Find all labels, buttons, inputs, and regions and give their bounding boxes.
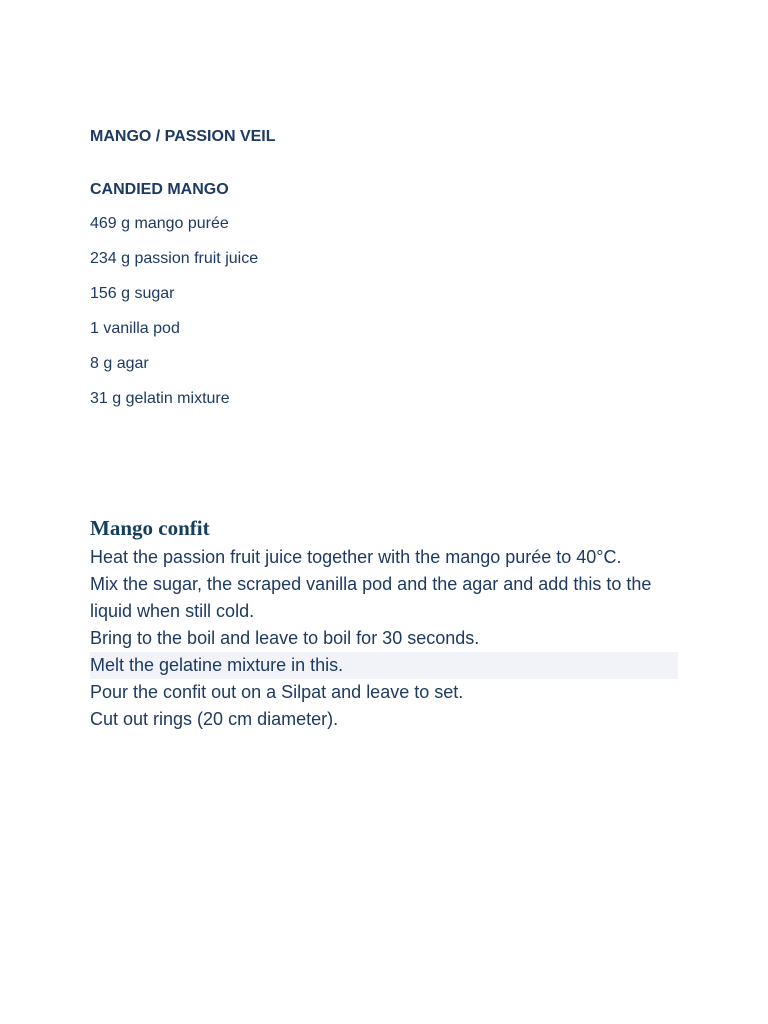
ingredient-item: 469 g mango purée [90, 215, 229, 232]
ingredient-item: 156 g sugar [90, 285, 175, 302]
method-title: Mango confit [90, 516, 210, 540]
section-title: CANDIED MANGO [90, 181, 229, 198]
method-step: Heat the passion fruit juice together with the mango purée to 40°C. [90, 547, 622, 567]
method-step-highlighted: Melt the gelatine mixture in this. [90, 652, 678, 679]
recipe-title: MANGO / PASSION VEIL [90, 128, 276, 145]
method-step: Pour the confit out on a Silpat and leave to set. [90, 682, 464, 702]
method-step: Mix the sugar, the scraped vanilla pod and the agar and add this to the liquid when still cold. [90, 574, 652, 621]
method-step: Bring to the boil and leave to boil for 30 seconds. [90, 628, 480, 648]
ingredient-list [90, 214, 258, 424]
ingredient-item: 31 g gelatin mixture [90, 390, 230, 407]
ingredient-item: 234 g passion fruit juice [90, 250, 259, 267]
ingredient-item: 1 vanilla pod [90, 320, 180, 337]
method-step: Cut out rings (20 cm diameter). [90, 709, 339, 729]
ingredient-item: 8 g agar [90, 355, 149, 372]
method-steps [90, 544, 678, 733]
